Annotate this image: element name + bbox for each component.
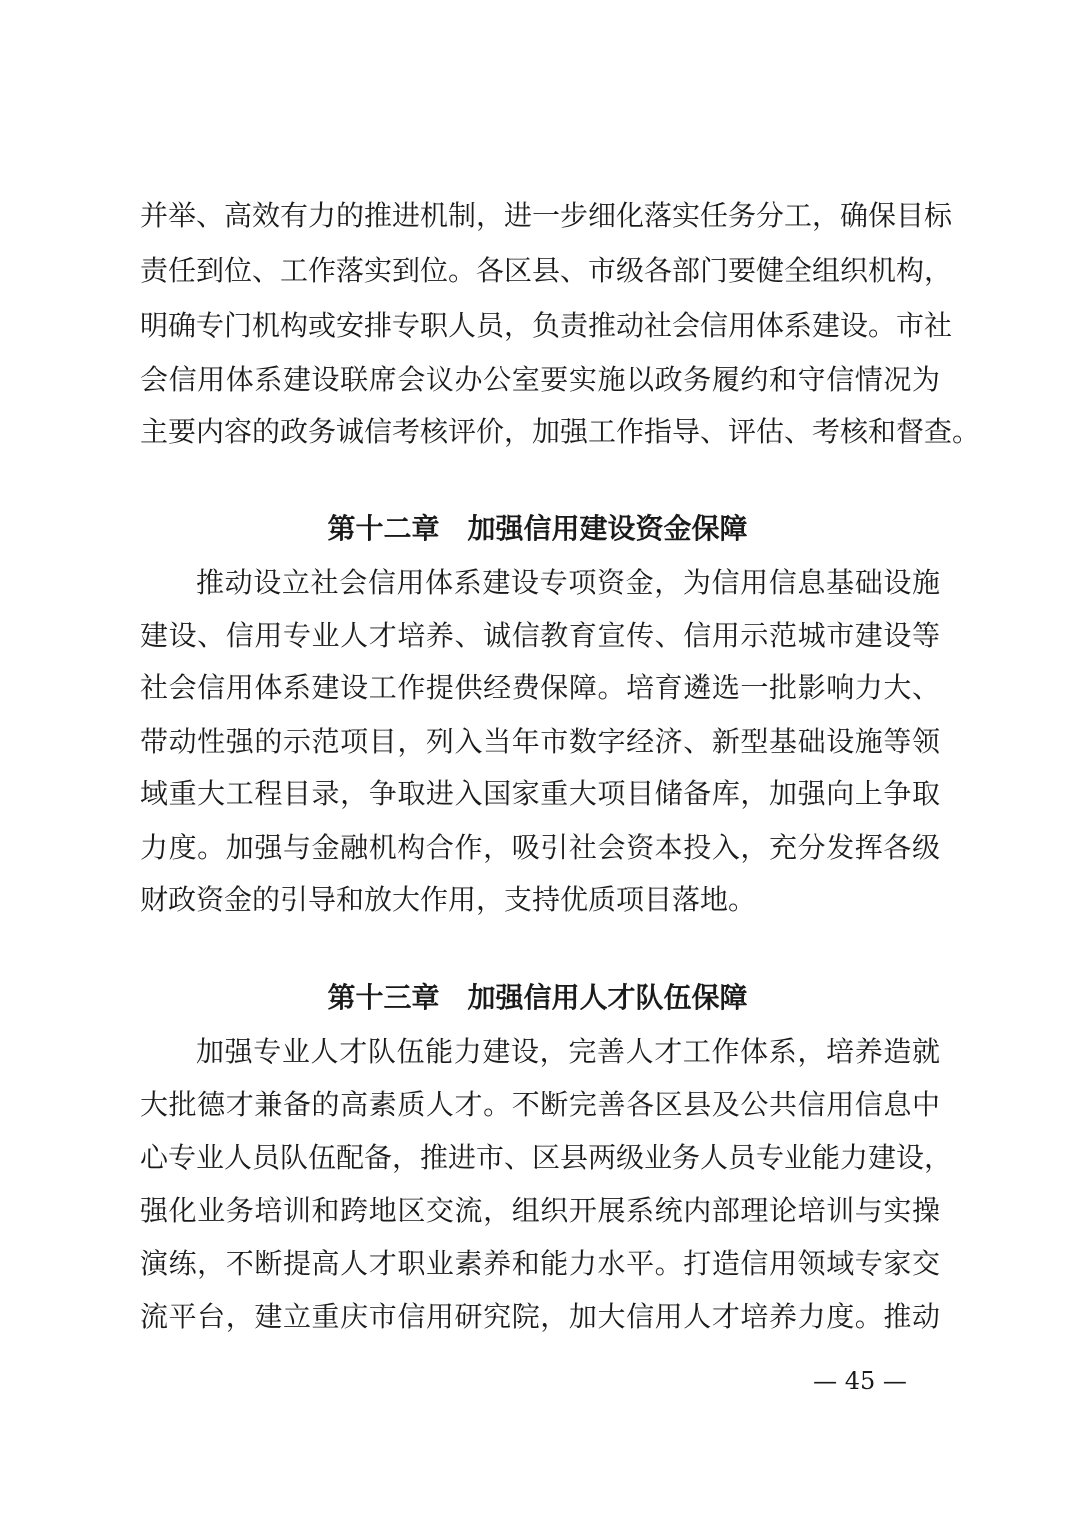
- page-number: — 45 —: [813, 1367, 907, 1395]
- text-line: 加强专业人才队伍能力建设，完善人才工作体系，培养造就: [196, 1035, 940, 1068]
- text-line: 强化业务培训和跨地区交流，组织开展系统内部理论培训与实操: [140, 1194, 940, 1227]
- text-line: 推动设立社会信用体系建设专项资金，为信用信息基础设施: [196, 566, 940, 599]
- text-line: 带动性强的示范项目，列入当年市数字经济、新型基础设施等领: [140, 725, 940, 758]
- text-line: 会信用体系建设联席会议办公室要实施以政务履约和守信情况为: [140, 363, 940, 396]
- text-line: 大批德才兼备的高素质人才。不断完善各区县及公共信用信息中: [140, 1088, 940, 1121]
- text-line: 建设、信用专业人才培养、诚信教育宣传、信用示范城市建设等: [140, 619, 940, 652]
- text-line: 力度。加强与金融机构合作，吸引社会资本投入，充分发挥各级: [140, 831, 940, 864]
- text-line: 流平台，建立重庆市信用研究院，加大信用人才培养力度。推动: [140, 1300, 940, 1333]
- text-line: 社会信用体系建设工作提供经费保障。培育遴选一批影响力大、: [140, 671, 940, 704]
- text-line: 主要内容的政务诚信考核评价，加强工作指导、评估、考核和督查。: [140, 415, 981, 448]
- chapter-heading: 第十二章 加强信用建设资金保障: [327, 512, 748, 545]
- text-line: 责任到位、工作落实到位。各区县、市级各部门要健全组织机构，: [140, 254, 953, 287]
- text-line: 明确专门机构或安排专职人员，负责推动社会信用体系建设。市社: [140, 309, 953, 342]
- text-line: 演练，不断提高人才职业素养和能力水平。打造信用领域专家交: [140, 1247, 940, 1280]
- chapter-heading: 第十三章 加强信用人才队伍保障: [327, 981, 748, 1014]
- text-line: 心专业人员队伍配备，推进市、区县两级业务人员专业能力建设，: [140, 1141, 953, 1174]
- text-line: 并举、高效有力的推进机制，进一步细化落实任务分工，确保目标: [140, 199, 953, 232]
- text-line: 财政资金的引导和放大作用，支持优质项目落地。: [140, 883, 757, 916]
- text-line: 域重大工程目录，争取进入国家重大项目储备库，加强向上争取: [140, 777, 940, 810]
